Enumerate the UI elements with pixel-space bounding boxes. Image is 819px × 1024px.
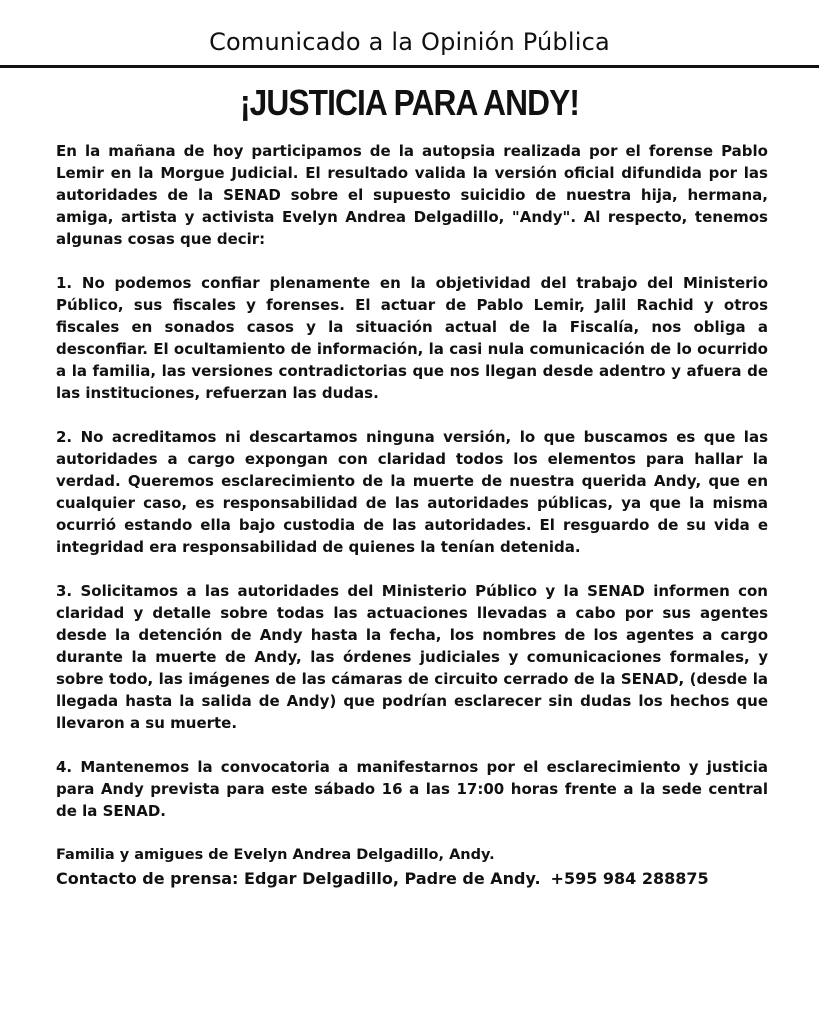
point-2-paragraph: 2. No acreditamos ni descartamos ninguna versión, lo que buscamos es que las autoridades a cargo expongan con claridad todos los elementos para hallar la verdad. Queremos esclarecimiento de la muerte de nuestra querida Andy, que en cualquier caso, es responsabilidad de las autoridades públicas, ya que la misma ocurrió estando ella bajo custodia de las autoridades. El resguardo de su vida e integridad era responsabilidad de quienes la tenían detenida. — [56, 428, 768, 556]
signature-line: Familia y amigues de Evelyn Andrea Delgadillo, Andy. — [56, 847, 495, 863]
document-title: Comunicado a la Opinión Pública — [209, 28, 610, 56]
headline: ¡JUSTICIA PARA ANDY! — [239, 82, 580, 123]
point-3-paragraph: 3. Solicitamos a las autoridades del Ministerio Público y la SENAD informen con claridad y detalle sobre todas las actuaciones llevadas a cabo por sus agentes desde la detención de Andy hasta la fecha, los nombres de los agentes a cargo durante la muerte de Andy, las órdenes judiciales y comunicaciones formales, y sobre todo, las imágenes de las cámaras de circuito cerrado de la SENAD, (desde la llegada hasta la salida de Andy) que podrían esclarecer sin dudas los hechos que llevaron a su muerte. — [56, 582, 768, 732]
point-1-paragraph: 1. No podemos confiar plenamente en la objetividad del trabajo del Ministerio Público, sus fiscales y forenses. El actuar de Pablo Lemir, Jalil Rachid y otros fiscales en sonados casos y la situación actual de la Fiscalía, nos obliga a desconfiar. El ocultamiento de información, la casi nula comunicación de lo ocurrido a la familia, las versiones contradictorias que nos llegan desde adentro y afuera de las instituciones, refuerzan las dudas. — [56, 274, 768, 402]
statement-body — [56, 140, 768, 892]
point-4-paragraph: 4. Mantenemos la convocatoria a manifestarnos por el esclarecimiento y justicia para Andy prevista para este sábado 16 a las 17:00 horas frente a la sede central de la SENAD. — [56, 758, 768, 820]
press-contact-label: Contacto de prensa: Edgar Delgadillo, Padre de Andy. — [56, 869, 541, 888]
press-contact-phone: +595 984 288875 — [550, 869, 709, 888]
press-contact — [56, 866, 768, 892]
intro-paragraph: En la mañana de hoy participamos de la autopsia realizada por el forense Pablo Lemir en la Morgue Judicial. El resultado valida la versión oficial difundida por las autoridades de la SENAD sobre el supuesto suicidio de nuestra hija, hermana, amiga, artista y activista Evelyn Andrea Delgadillo, "Andy". Al respecto, tenemos algunas cosas que decir: — [56, 142, 768, 248]
header-divider — [0, 65, 819, 68]
